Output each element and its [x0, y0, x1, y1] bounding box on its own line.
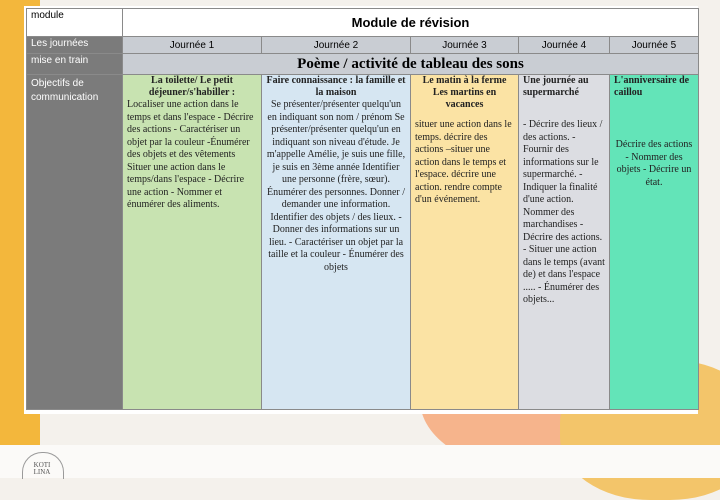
day1-text: Localiser une action dans le temps et dans l'espace - Décrire des actions - Caractériser un objet par la couleur -Énumérer des objets et des vêtements Situer une action dans le temps/dans l'espace - Décrire une action - Nommer et énumérer des aliments.	[127, 99, 254, 210]
journees-label: Les journées	[27, 37, 123, 54]
revision-module-table	[26, 8, 699, 410]
day2-content	[262, 75, 411, 410]
day5-title: L'anniversaire de caillou	[614, 75, 690, 98]
module-label: module	[27, 9, 123, 37]
day4-content	[519, 75, 610, 410]
logo: KOTI LINA	[33, 461, 51, 476]
day-header-2: Journée 2	[262, 37, 411, 54]
day4-text: - Décrire des lieux / des actions. - Fournir des informations sur le supermarché. - Indiquer la finalité d'une action. Nommer des marchandises - Décrire des actions. - Situer une action dans le temps (avant de) et dans l'espace ..... - Énumérer des objets...	[523, 119, 605, 305]
footer-strip	[0, 445, 720, 478]
day2-text: Se présenter/présenter quelqu'un en indiquant son nom / prénom Se présenter/présenter quelqu'un en indiquant son niveau d'étude. Je m'appelle Amélie, je suis une fille, je suis en 3ème année Identifier une personne (frère, sœur). Énumérer des personnes. Donner / demander une information. Identifier des objets / des lieux. - Donner des informations sur un lieu. - Caractériser un objet par la taille et la couleur - Énumérer des objets	[266, 99, 406, 273]
day3-title: Le matin à la ferme Les martins en vacances	[422, 75, 507, 110]
mise-en-train-label: mise en train	[27, 54, 123, 75]
day1-content	[123, 75, 262, 410]
day1-title: La toilette/ Le petit déjeuner/s'habiller :	[148, 75, 236, 98]
day-header-3: Journée 3	[411, 37, 519, 54]
day-header-4: Journée 4	[519, 37, 610, 54]
day-header-1: Journée 1	[123, 37, 262, 54]
day5-text: Décrire des actions - Nommer des objets - Décrire un état.	[615, 139, 693, 188]
day3-content	[411, 75, 519, 410]
page-title: Module de révision	[123, 9, 699, 37]
subtitle: Poème / activité de tableau des sons	[123, 54, 699, 75]
day2-title: Faire connaissance : la famille et la maison	[266, 75, 406, 98]
day3-text: situer une action dans le temps. décrire des actions –situer une action dans le temps et l'espace. décrire une action. rendre compte d'un événement.	[415, 119, 512, 205]
day4-title: Une journée au supermarché	[523, 75, 589, 98]
objectifs-label: Objectifs de communication	[27, 75, 123, 410]
day5-content	[610, 75, 699, 410]
day-header-5: Journée 5	[610, 37, 699, 54]
